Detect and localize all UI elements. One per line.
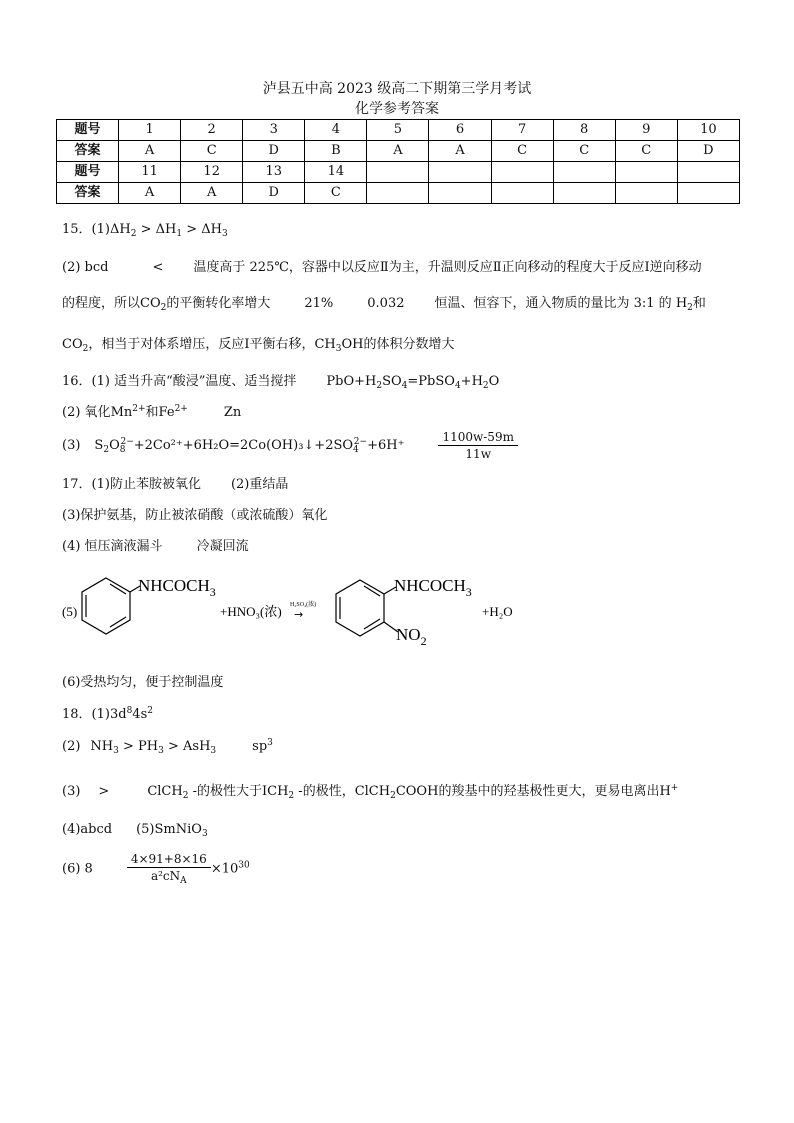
page-title: 泸县五中高 2023 级高二下期第三学月考试 [262, 81, 532, 97]
empty-cell [491, 162, 553, 183]
text: (2)重结晶 [230, 477, 289, 492]
answer-cell: D [243, 183, 305, 204]
text: 18．(1)3d [62, 707, 127, 722]
empty-cell [615, 183, 677, 204]
question-number: 10 [677, 120, 739, 141]
numerator: 4×91+8×16 [127, 852, 211, 868]
q17-part5-label: (5) [62, 604, 78, 619]
hybridization: sp [252, 739, 268, 754]
gt-sign: > [136, 222, 156, 237]
text: (2) [62, 739, 81, 754]
empty-cell [615, 162, 677, 183]
delta-h: ΔH [109, 222, 131, 237]
q15-part2-answer: (2) bcd [62, 260, 109, 275]
answer-cell: A [119, 183, 181, 204]
answer-cell: A [119, 141, 181, 162]
row-label: 答案 [57, 141, 119, 162]
q18-line-5: (6) 8 $\frac{4\times 91+8\times 16}{a^2cN_A}$ $\times 10^{30}$ [62, 852, 250, 886]
answer-cell: C [305, 183, 367, 204]
acetamido-group: $NHCOCH_3$ [138, 576, 216, 599]
empty-cell [429, 162, 491, 183]
row-label: 答案 [57, 183, 119, 204]
question-number: 7 [491, 120, 553, 141]
formula: (5)SmNiO [136, 822, 202, 837]
water-text: +H₂O [482, 604, 513, 619]
reagent-text: +HNO₃(浓) [220, 604, 282, 619]
answer-table [56, 119, 740, 204]
text: 的羧基中的羟基极性更大，更易电离出 [438, 784, 660, 799]
benzene-ring-icon [82, 578, 140, 634]
text: 的极性大于 [196, 784, 262, 799]
empty-cell [367, 183, 429, 204]
q16-line-1: 16．(1) 适当升高“酸浸”温度、适当搅拌 $PbO+H_2SO_4=PbSO_4+H_2O$ [62, 374, 500, 391]
text: (6) 8 [62, 861, 93, 877]
q18-line-1: 18．$(1)3d^84s^2$ [62, 706, 153, 722]
question-number: 14 [305, 162, 367, 183]
q18-line-2: (2) $NH_3 > PH_3 > AsH_3$ $sp^3$ [62, 738, 273, 756]
text: (3) [62, 438, 81, 453]
delta-h: ΔH [201, 222, 222, 237]
answer-cell: A [181, 183, 243, 204]
table-row [57, 162, 740, 183]
q15-line-1: 15．$(1)\Delta H_2 > \Delta H_1 > \Delta H_3$ [62, 222, 228, 239]
question-number: 12 [181, 162, 243, 183]
text: 的极性， [302, 784, 355, 799]
question-number: 8 [553, 120, 615, 141]
answer-cell: A [367, 141, 429, 162]
reaction-scheme [62, 566, 582, 666]
text: 17．(1)防止苯胺被氧化 [62, 477, 201, 492]
q15-line-2 [62, 256, 702, 275]
row-label: 题号 [57, 120, 119, 141]
empty-cell [677, 162, 739, 183]
empty-cell [553, 183, 615, 204]
question-number: 3 [243, 120, 305, 141]
q17-line-3 [62, 535, 249, 554]
equation: SO [382, 374, 402, 389]
empty-cell [677, 183, 739, 204]
q17-line-6: (6)受热均匀，便于控制温度 [62, 675, 224, 690]
catalyst-text: H₂SO₄(浓) [290, 602, 317, 608]
q15-label: 15．(1) [62, 222, 110, 237]
answer-cell: C [615, 141, 677, 162]
denominator: 11w [465, 447, 491, 461]
text: 冷凝回流 [196, 539, 249, 554]
question-number: 2 [181, 120, 243, 141]
text: ，相当于对体系增压，反应Ⅰ平衡右移， [88, 337, 315, 352]
empty-cell [491, 183, 553, 204]
table-row [57, 183, 740, 204]
answer-cell: C [553, 141, 615, 162]
question-number: 6 [429, 120, 491, 141]
text: (4) 恒压滴液漏斗 [62, 539, 163, 554]
question-number: 1 [119, 120, 181, 141]
equation: PbO+H [326, 374, 377, 389]
question-number: 4 [305, 120, 367, 141]
equation: +H [460, 374, 483, 389]
answer-cell: B [305, 141, 367, 162]
answer-cell: C [491, 141, 553, 162]
text: ×10 [210, 861, 239, 877]
question-number: 9 [615, 120, 677, 141]
denominator-text: a²cN [150, 869, 181, 883]
fraction [438, 430, 518, 461]
q16-line-3: (3) $S_2O_8^{2-}+2Co^{2+}+6H_2O=2Co(OH)_3↓+2SO_4^{2-}+6H^+$ $\frac{1100w-59m}{11w}$ [62, 430, 518, 461]
question-number: 11 [119, 162, 181, 183]
value: 21% [304, 296, 334, 311]
empty-cell [553, 162, 615, 183]
value: Zn [223, 405, 242, 420]
equation: +6H⁺ [367, 438, 405, 453]
question-number: 5 [367, 120, 429, 141]
q15-explanation: 温度高于 225℃，容器中以反应Ⅱ为主，升温则反应Ⅱ正向移动的程度大于反应Ⅰ逆向移动 [193, 260, 702, 275]
text: (3) [62, 784, 81, 799]
acetamido-group: $NHCOCH_3$ [394, 576, 472, 599]
text: 的程度，所以 [62, 296, 141, 311]
row-label: 题号 [57, 162, 119, 183]
equation: O [488, 374, 500, 389]
answer-cell: A [429, 141, 491, 162]
q17-line-1 [62, 473, 288, 492]
gt-sign: > [182, 222, 202, 237]
nitro-group: $NO_2$ [396, 625, 427, 648]
numerator: 1100w-59m [438, 430, 518, 446]
delta-h: ΔH [155, 222, 177, 237]
equation: +2Co²⁺+6H₂O=2Co(OH)₃↓+2SO [133, 438, 354, 453]
text: 的体积分数增大 [363, 337, 455, 352]
text: 恒温、恒容下，通入物质的量比为 3:1 的 H [434, 296, 688, 311]
arrow-icon: → [294, 608, 304, 621]
text: 和 [145, 405, 159, 420]
lt-sign: < [152, 260, 164, 275]
table-row [57, 141, 740, 162]
empty-cell [367, 162, 429, 183]
answer-cell: C [181, 141, 243, 162]
answer-cell: D [243, 141, 305, 162]
value: 0.032 [367, 296, 405, 311]
q18-line-3: (3) > ClCH$_2$ -的极性大于$ICH_2$ -的极性，ClCH$_2$COOH的羧基中的羟基极性更大，更易电离出H+ [62, 783, 679, 801]
reaction-drawing [62, 566, 582, 666]
text: 16．(1) 适当升高“酸浸”温度、适当搅拌 [62, 374, 297, 389]
text: 和 [692, 296, 706, 311]
empty-cell [429, 183, 491, 204]
gt-sign: > [98, 784, 110, 799]
q18-line-4: (4)abcd (5)SmNiO$_3$ [62, 822, 208, 839]
answer-cell: D [677, 141, 739, 162]
fraction [127, 852, 211, 886]
table-row [57, 120, 740, 141]
q15-line-3: 的程度，所以$CO_2$的平衡转化率增大 21% 0.032 恒温、恒容下，通入物质的量比为 3:1 的 $H_2$和 [62, 296, 706, 313]
text: (4)abcd [62, 822, 113, 837]
page-subtitle: 化学参考答案 [355, 101, 439, 117]
text: (2) 氧化 [62, 405, 111, 420]
equation: =PbSO [407, 374, 455, 389]
q15-line-4: $CO_2$，相当于对体系增压，反应Ⅰ平衡右移，$CH_3OH$的体积分数增大 [62, 337, 455, 354]
q17-line-2: (3)保护氨基，防止被浓硝酸（或浓硫酸）氧化 [62, 508, 328, 523]
benzene-ring-icon [336, 580, 398, 636]
denominator: $a^2cN_A$ [150, 869, 187, 886]
text: 的平衡转化率增大 [166, 296, 271, 311]
question-number: 13 [243, 162, 305, 183]
q16-line-2: (2) 氧化$Mn^{2+}$和$Fe^{2+}$ Zn [62, 404, 242, 420]
